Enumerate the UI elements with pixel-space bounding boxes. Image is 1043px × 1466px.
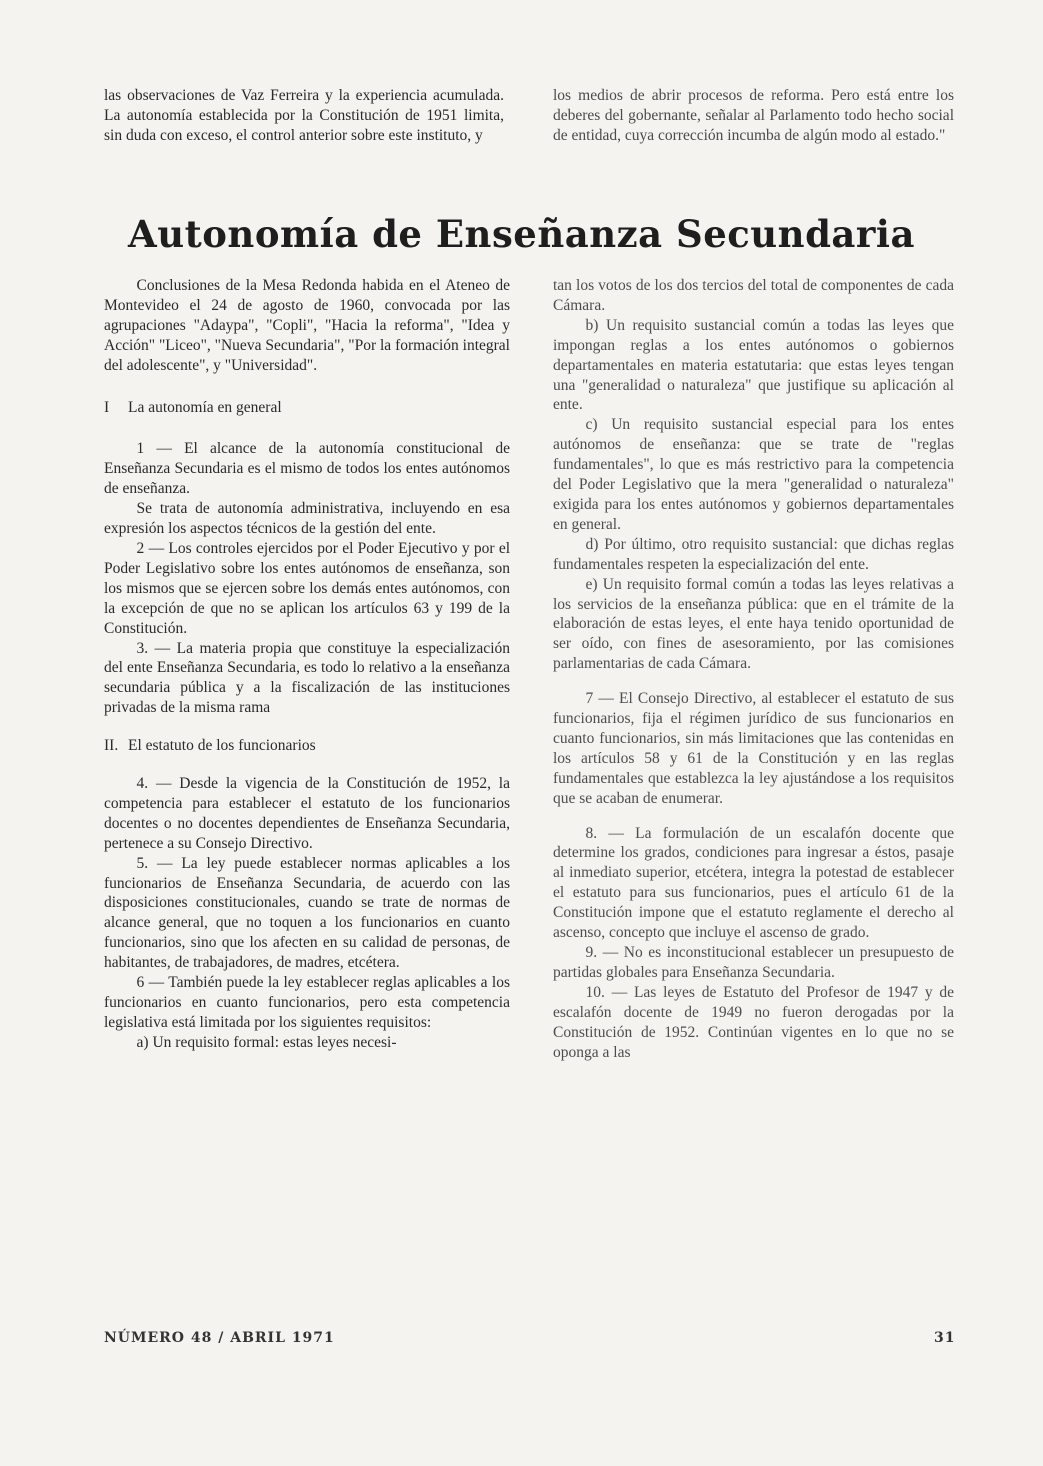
- paragraph-10: 10. — Las leyes de Estatuto del Profesor de 1947 y de escalafón docente de 1949 no fueron derogadas por la Constitución de 1952. Continúan vigentes en lo que no se oponga a las: [553, 983, 954, 1061]
- paragraph-6a: a) Un requisito formal: estas leyes necesi-: [136, 1033, 397, 1051]
- right-column: [553, 276, 954, 1062]
- continued-text-right: los medios de abrir procesos de reforma. Pero está entre los deberes del gobernante, señalar al Parlamento todo hecho social de entidad, cuya corrección incumba de algún modo al estado.": [553, 87, 954, 144]
- paragraph-5: 5. — La ley puede establecer normas aplicables a los funcionarios de Enseñanza Secundaria, de acuerdo con las disposiciones constitucionales, cuando se trate de normas de alcance general, que no toquen a los funcionarios en cuanto funcionarios, sino que los afecten en su calidad de personas, de habitantes, de trabajadores, de madres, etcétera.: [104, 854, 510, 972]
- top-right-column: [553, 86, 954, 146]
- top-left-column: [104, 86, 504, 146]
- paragraph-9: 9. — No es inconstitucional establecer un presupuesto de partidas globales para Enseñanza Secundaria.: [553, 944, 954, 981]
- paragraph-4: 4. — Desde la vigencia de la Constitución de 1952, la competencia para establecer el estatuto de los funcionarios docentes o no docentes dependientes de Enseñanza Secundaria, pertenece a su Consejo Directivo.: [104, 775, 510, 852]
- paragraph-6c: c) Un requisito sustancial especial para los entes autónomos de enseñanza: que se trate de "reglas fundamentales", lo que es más restrictivo para la competencia del Poder Legislativo que la mera "generalidad o naturaleza" exigida para los entes autónomos y gobiernos departamentales en general.: [553, 416, 954, 533]
- issue-footer: NÚMERO 48 / ABRIL 1971: [104, 1330, 335, 1346]
- paragraph-6b: b) Un requisito sustancial común a todas las leyes que impongan reglas a los entes autónomos o gobiernos departamentales en materia estatutaria: que estas leyes tengan una "generalidad o naturaleza" que justifique su aplicación al ente.: [553, 316, 954, 414]
- left-column: [104, 276, 510, 1053]
- section-heading-2: [104, 736, 510, 756]
- paragraph-6: 6 — También puede la ley establecer reglas aplicables a los funcionarios en cuanto funcionarios, pero esta competencia legislativa está limitada por los siguientes requisitos:: [104, 974, 510, 1031]
- paragraph-8: 8. — La formulación de un escalafón docente que determine los grados, condiciones para ingresar a éstos, pasaje al inmediato superior, etcétera, integra la potestad de establecer el estatuto para sus funcionarios, pues el artículo 61 de la Constitución impone que el estatuto reglamente el derecho al ascenso, concepto que incluye el ascenso de grado.: [553, 824, 954, 942]
- intro-paragraph: Conclusiones de la Mesa Redonda habida en el Ateneo de Montevideo el 24 de agosto de 1960, convocada por las agrupaciones "Adaypa", "Copli", "Hacia la reforma", "Idea y Acción" "Liceo", "Nueva Secundaria", "Por la formación integral del adolescente", y "Universidad".: [104, 277, 510, 374]
- paragraph-6d: d) Por último, otro requisito sustancial: que dichas reglas fundamentales respeten la especialización del ente.: [553, 535, 954, 573]
- article-title: Autonomía de Enseñanza Secundaria: [128, 212, 915, 256]
- paragraph-3: 3. — La materia propia que constituye la especialización del ente Enseñanza Secundaria, es todo lo relativo a la enseñanza secundaria pública y a la fiscalización de las instituciones privadas de la misma rama: [104, 639, 510, 717]
- paragraph-6e: e) Un requisito formal común a todas las leyes relativas a los servicios de la enseñanza pública: que en el trámite de la elaboración de estas leyes, el ente haya tenido oportunidad de ser oído, con fines de asesoramiento, por las comisiones parlamentarias de cada Cámara.: [553, 575, 954, 673]
- section-title: El estatuto de los funcionarios: [128, 737, 316, 755]
- section-heading-1: [104, 398, 510, 418]
- paragraph-6a-continued: tan los votos de los dos tercios del total de componentes de cada Cámara.: [553, 277, 954, 314]
- section-number: I: [104, 398, 110, 416]
- paragraph-7: 7 — El Consejo Directivo, al establecer el estatuto de sus funcionarios, fija el régimen jurídico de sus funcionarios en cuanto funcionarios, sin más limitaciones que las contenidas en los artículos 58 y 61 de la Constitución y en las reglas fundamentales que establezca la ley ajustándose a los requisitos que se acaban de enumerar.: [553, 690, 954, 807]
- paragraph-1: 1 — El alcance de la autonomía constitucional de Enseñanza Secundaria es el mismo de todos los entes autónomos de enseñanza.: [104, 440, 510, 498]
- paragraph-2: 2 — Los controles ejercidos por el Poder Ejecutivo y por el Poder Legislativo sobre los entes autónomos de enseñanza, son los mismos que se ejercen sobre los demás entes autónomos, con la excepción de que no se aplican los artículos 63 y 199 de la Constitución.: [104, 539, 510, 637]
- continued-text-left: las observaciones de Vaz Ferreira y la experiencia acumulada. La autonomía establecida por la Constitución de 1951 limita, sin duda con exceso, el control anterior sobre este instituto, y: [104, 87, 504, 144]
- page-number: 31: [934, 1330, 956, 1346]
- section-number: II.: [104, 737, 119, 755]
- section-title: La autonomía en general: [128, 398, 282, 416]
- paragraph-1b: Se trata de autonomía administrativa, incluyendo en esa expresión los aspectos técnicos de la gestión del ente.: [104, 500, 510, 538]
